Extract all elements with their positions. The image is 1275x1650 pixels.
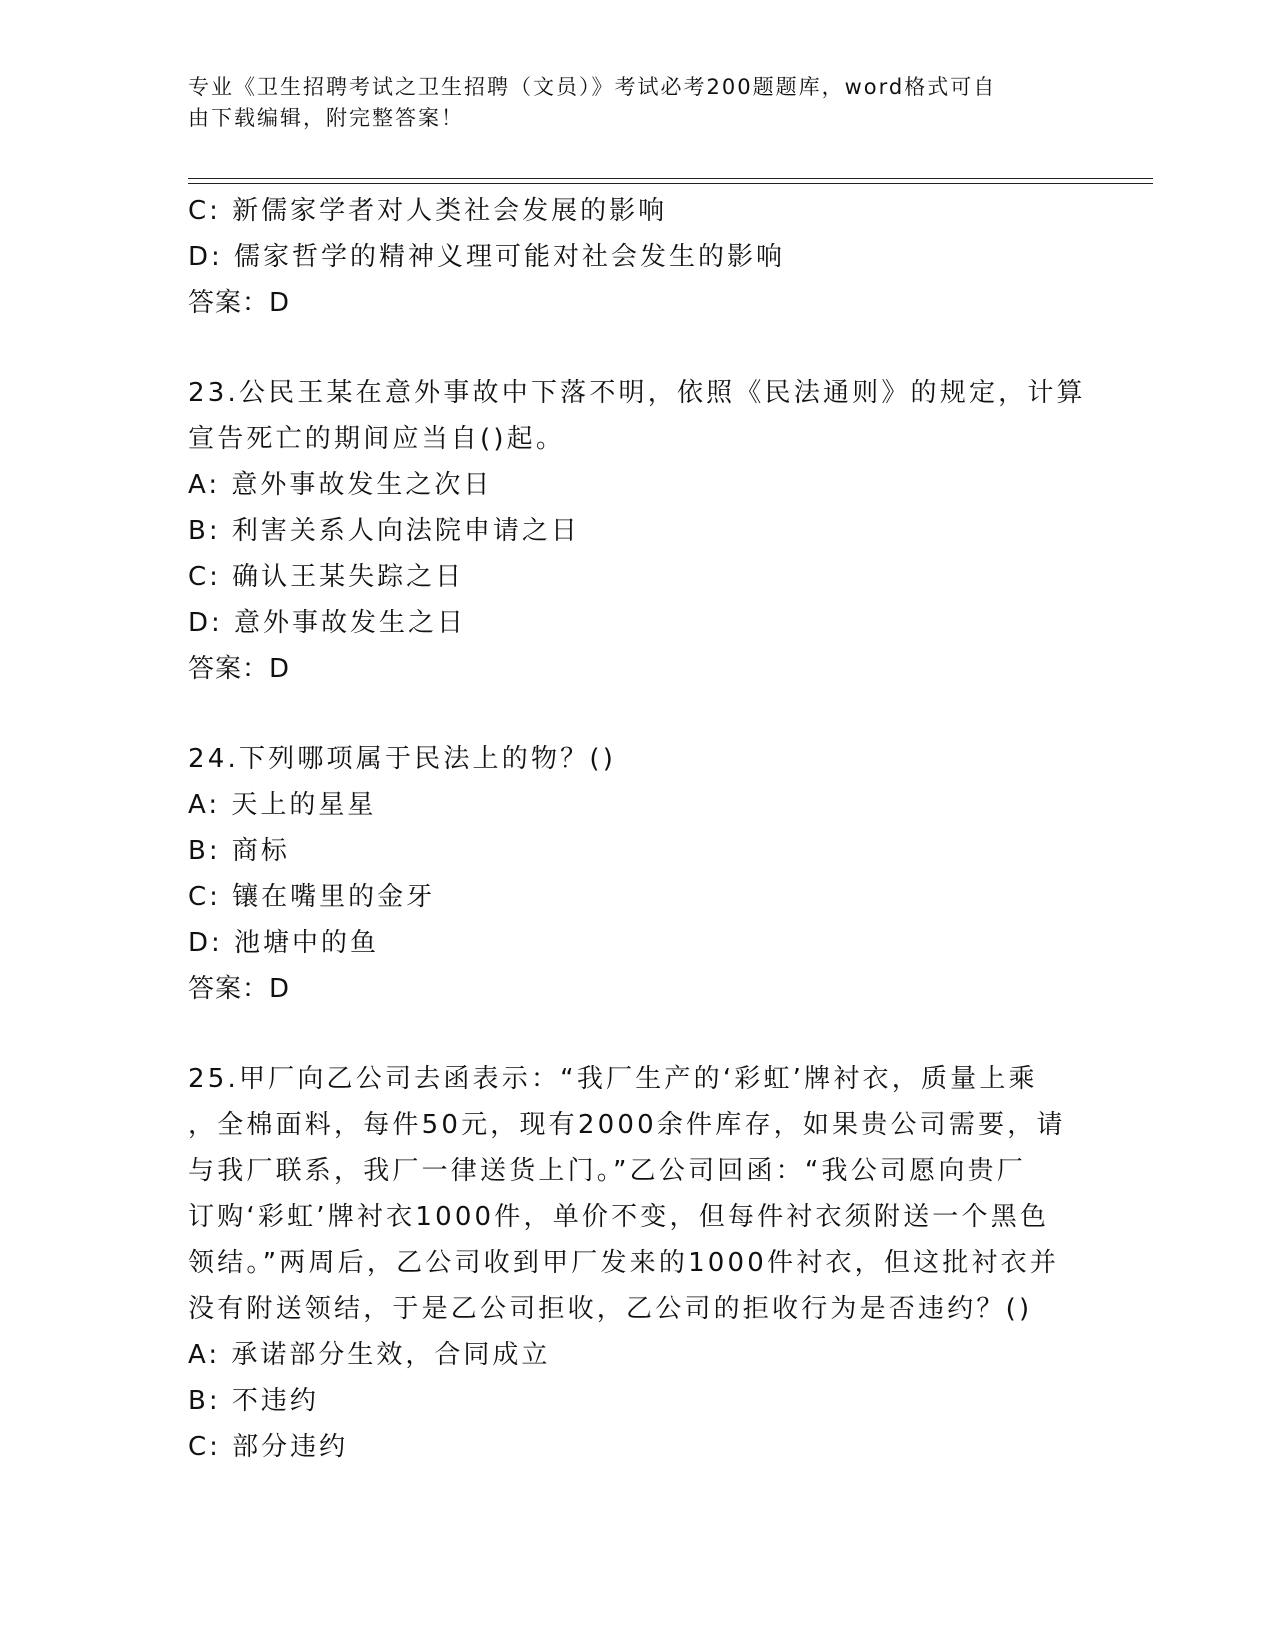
option-a: A: 意外事故发生之次日 (188, 470, 493, 500)
spacer (188, 1012, 1088, 1056)
option-b: B: 不违约 (188, 1386, 319, 1416)
question-stem (188, 370, 1088, 462)
question-list (188, 188, 1088, 1470)
answer-line: 答案：D (188, 288, 291, 318)
option-b: B: 利害关系人向法院申请之日 (188, 516, 580, 546)
option-c: C: 新儒家学者对人类社会发展的影响 (188, 196, 668, 226)
stem-line: 24.下列哪项属于民法上的物？() (188, 744, 617, 774)
header-line-2: 由下载编辑，附完整答案！ (188, 106, 464, 130)
question-23 (188, 370, 1088, 692)
option-c: C: 部分违约 (188, 1432, 349, 1462)
spacer (188, 692, 1088, 736)
option-d: D: 儒家哲学的精神义理可能对社会发生的影响 (188, 242, 786, 272)
option-b: B: 商标 (188, 836, 290, 866)
option-d: D: 意外事故发生之日 (188, 608, 467, 638)
question-stem (188, 1056, 1088, 1332)
question-25 (188, 1056, 1088, 1470)
question-24 (188, 736, 1088, 1012)
option-a: A: 承诺部分生效，合同成立 (188, 1340, 551, 1370)
stem-line: 没有附送领结，于是乙公司拒收，乙公司的拒收行为是否违约？() (188, 1294, 1033, 1324)
stem-line: 25.甲厂向乙公司去函表示：“我厂生产的‘彩虹’牌衬衣，质量上乘 (188, 1064, 1038, 1094)
stem-line: 订购‘彩虹’牌衬衣1000件，单价不变，但每件衬衣须附送一个黑色 (188, 1202, 1050, 1232)
answer-line: 答案：D (188, 974, 291, 1004)
stem-line: 与我厂联系，我厂一律送货上门。”乙公司回函：“我公司愿向贵厂 (188, 1156, 1026, 1186)
document-header (188, 72, 1068, 134)
option-d: D: 池塘中的鱼 (188, 928, 380, 958)
option-a: A: 天上的星星 (188, 790, 377, 820)
stem-line: 宣告死亡的期间应当自()起。 (188, 424, 566, 454)
spacer (188, 326, 1088, 370)
option-c: C: 确认王某失踪之日 (188, 562, 465, 592)
option-c: C: 镶在嘴里的金牙 (188, 882, 436, 912)
stem-line: 领结。”两周后，乙公司收到甲厂发来的1000件衬衣，但这批衬衣并 (188, 1248, 1060, 1278)
header-divider-top (188, 178, 1153, 179)
answer-line: 答案：D (188, 654, 291, 684)
stem-line: 23.公民王某在意外事故中下落不明，依照《民法通则》的规定，计算 (188, 378, 1086, 408)
question-22-continued (188, 188, 1088, 326)
header-divider-bottom (188, 183, 1153, 184)
header-line-1: 专业《卫生招聘考试之卫生招聘（文员）》考试必考200题题库，word格式可自 (188, 75, 997, 99)
question-stem (188, 736, 1088, 782)
stem-line: ，全棉面料，每件50元，现有2000余件库存，如果贵公司需要，请 (188, 1110, 1066, 1140)
